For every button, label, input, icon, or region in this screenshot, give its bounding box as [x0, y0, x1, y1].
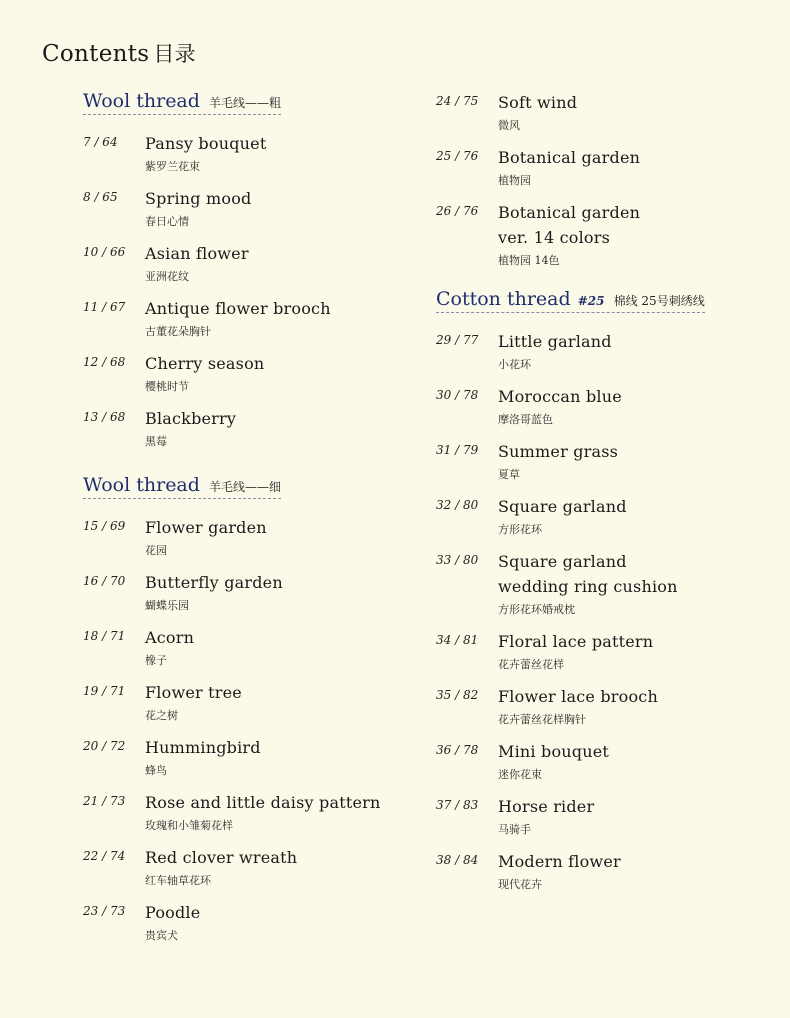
toc-entry[interactable] [83, 186, 403, 229]
toc-entry[interactable] [83, 515, 403, 558]
page-numbers: 22 / 74 [83, 849, 126, 863]
section-title: Wool thread [83, 90, 200, 112]
entry-title-en: Flower lace brooch [498, 687, 658, 706]
toc-entry[interactable] [83, 790, 403, 833]
toc-entry[interactable] [436, 739, 756, 782]
page-numbers: 24 / 75 [436, 94, 479, 108]
entry-title-zh: 马骑手 [498, 823, 531, 836]
page-numbers: 34 / 81 [436, 633, 479, 647]
toc-entry[interactable] [436, 90, 756, 133]
page-numbers: 29 / 77 [436, 333, 479, 347]
entry-title-zh: 橡子 [145, 654, 167, 667]
entry-title-en: Floral lace pattern [498, 632, 654, 651]
entry-title-en: Acorn [145, 628, 195, 647]
right-column [436, 90, 756, 892]
page-numbers: 37 / 83 [436, 798, 479, 812]
entry-title-en: Butterfly garden [145, 573, 283, 592]
entry-title-zh: 贵宾犬 [145, 929, 178, 942]
toc-entry[interactable] [83, 900, 403, 943]
page-numbers: 33 / 80 [436, 553, 479, 567]
page-numbers: 10 / 66 [83, 245, 126, 259]
entry-title-zh: 微风 [498, 119, 520, 132]
entry-title-en: Botanical garden [498, 148, 641, 167]
entry-title-zh: 摩洛哥蓝色 [498, 413, 553, 426]
entry-title-zh: 小花环 [498, 358, 531, 371]
page-numbers: 31 / 79 [436, 443, 479, 457]
entry-title-zh: 红车轴草花环 [145, 874, 211, 887]
entry-title-en: Little garland [498, 332, 612, 351]
entry-title-en: Flower tree [145, 683, 242, 702]
page-numbers: 23 / 73 [83, 904, 126, 918]
toc-entry[interactable] [436, 849, 756, 892]
page-numbers: 20 / 72 [83, 739, 126, 753]
page-numbers: 25 / 76 [436, 149, 479, 163]
entry-title-en: Square garland [498, 497, 627, 516]
entry-title-zh: 方形花环 [498, 523, 542, 536]
entry-title-en: Horse rider [498, 797, 595, 816]
entry-title-zh: 方形花环婚戒枕 [498, 603, 575, 616]
toc-entry[interactable] [83, 131, 403, 174]
page-numbers: 12 / 68 [83, 355, 126, 369]
toc-entry[interactable] [436, 439, 756, 482]
toc-entry[interactable] [83, 406, 403, 449]
entry-title-zh: 紫罗兰花束 [145, 160, 200, 173]
toc-entry[interactable] [83, 570, 403, 613]
section-title: Cotton thread [436, 288, 571, 310]
toc-list-wool-thick [83, 131, 403, 449]
section-title: Wool thread [83, 474, 200, 496]
toc-list-cotton [436, 329, 756, 892]
section-subtitle: 棉线 25号刺绣线 [613, 294, 705, 308]
toc-entry[interactable] [436, 329, 756, 372]
toc-entry[interactable] [83, 845, 403, 888]
entry-title-en: Cherry season [145, 354, 265, 373]
entry-title-zh: 亚洲花纹 [145, 270, 189, 283]
page-title-zh: 目录 [153, 42, 196, 66]
page-title [42, 38, 196, 68]
section-subtitle: 羊毛线——细 [209, 480, 282, 494]
toc-entry[interactable] [83, 680, 403, 723]
entry-title-zh: 花园 [145, 544, 167, 557]
entry-title-en: Botanical garden ver. 14 colors [498, 203, 641, 247]
page-numbers: 21 / 73 [83, 794, 126, 808]
section-header-wool-thick [83, 90, 281, 115]
page-numbers: 30 / 78 [436, 388, 479, 402]
entry-title-zh: 黑莓 [145, 435, 167, 448]
entry-title-zh: 花卉蕾丝花样胸针 [498, 713, 586, 726]
entry-title-en: Pansy bouquet [145, 134, 267, 153]
page-numbers: 19 / 71 [83, 684, 126, 698]
toc-entry[interactable] [83, 625, 403, 668]
entry-title-zh: 现代花卉 [498, 878, 542, 891]
entry-title-zh: 花卉蕾丝花样 [498, 658, 564, 671]
entry-title-en: Square garland wedding ring cushion [498, 552, 678, 596]
entry-title-zh: 蜂鸟 [145, 764, 167, 777]
page-numbers: 15 / 69 [83, 519, 126, 533]
entry-title-en: Moroccan blue [498, 387, 622, 406]
entry-title-en: Flower garden [145, 518, 267, 537]
toc-entry[interactable] [83, 296, 403, 339]
left-column [83, 90, 403, 943]
page-numbers: 7 / 64 [83, 135, 118, 149]
toc-entry[interactable] [436, 794, 756, 837]
page-numbers: 16 / 70 [83, 574, 126, 588]
page-numbers: 36 / 78 [436, 743, 479, 757]
toc-entry[interactable] [436, 200, 756, 268]
section-subtitle: 羊毛线——粗 [209, 96, 282, 110]
page-numbers: 35 / 82 [436, 688, 479, 702]
toc-entry[interactable] [436, 145, 756, 188]
page-numbers: 13 / 68 [83, 410, 126, 424]
entry-title-en: Soft wind [498, 93, 578, 112]
entry-title-zh: 植物园 14色 [498, 254, 560, 267]
entry-title-en: Spring mood [145, 189, 252, 208]
entry-title-en: Mini bouquet [498, 742, 610, 761]
toc-entry[interactable] [436, 384, 756, 427]
entry-title-en: Blackberry [145, 409, 237, 428]
toc-list-wool-thin-continued [436, 90, 756, 268]
entry-title-zh: 玫瑰和小雏菊花样 [145, 819, 233, 832]
toc-entry[interactable] [436, 629, 756, 672]
entry-title-en: Summer grass [498, 442, 619, 461]
page-numbers: 32 / 80 [436, 498, 479, 512]
section-header-wool-thin [83, 474, 281, 499]
entry-title-zh: 古董花朵胸针 [145, 325, 211, 338]
section-header-cotton [436, 288, 705, 313]
entry-title-zh: 夏草 [498, 468, 520, 481]
entry-title-en: Poodle [145, 903, 201, 922]
toc-entry[interactable] [436, 549, 756, 617]
toc-entry[interactable] [83, 735, 403, 778]
entry-title-zh: 植物园 [498, 174, 531, 187]
toc-entry[interactable] [436, 684, 756, 727]
entry-title-en: Modern flower [498, 852, 621, 871]
entry-title-en: Rose and little daisy pattern [145, 793, 381, 812]
entry-title-en: Red clover wreath [145, 848, 298, 867]
page-numbers: 18 / 71 [83, 629, 126, 643]
entry-title-zh: 樱桃时节 [145, 380, 189, 393]
page-numbers: 8 / 65 [83, 190, 118, 204]
page-numbers: 38 / 84 [436, 853, 479, 867]
page-title-en: Contents [42, 41, 150, 67]
toc-entry[interactable] [436, 494, 756, 537]
entry-title-zh: 春日心情 [145, 215, 189, 228]
entry-title-zh: 迷你花束 [498, 768, 542, 781]
toc-entry[interactable] [83, 351, 403, 394]
page-numbers: 26 / 76 [436, 204, 479, 218]
page-numbers: 11 / 67 [83, 300, 126, 314]
entry-title-en: Asian flower [145, 244, 249, 263]
entry-title-zh: 蝴蝶乐园 [145, 599, 189, 612]
toc-list-wool-thin [83, 515, 403, 943]
toc-entry[interactable] [83, 241, 403, 284]
entry-title-en: Antique flower brooch [145, 299, 331, 318]
entry-title-zh: 花之树 [145, 709, 178, 722]
section-tag: #25 [577, 294, 605, 308]
entry-title-en: Hummingbird [145, 738, 261, 757]
